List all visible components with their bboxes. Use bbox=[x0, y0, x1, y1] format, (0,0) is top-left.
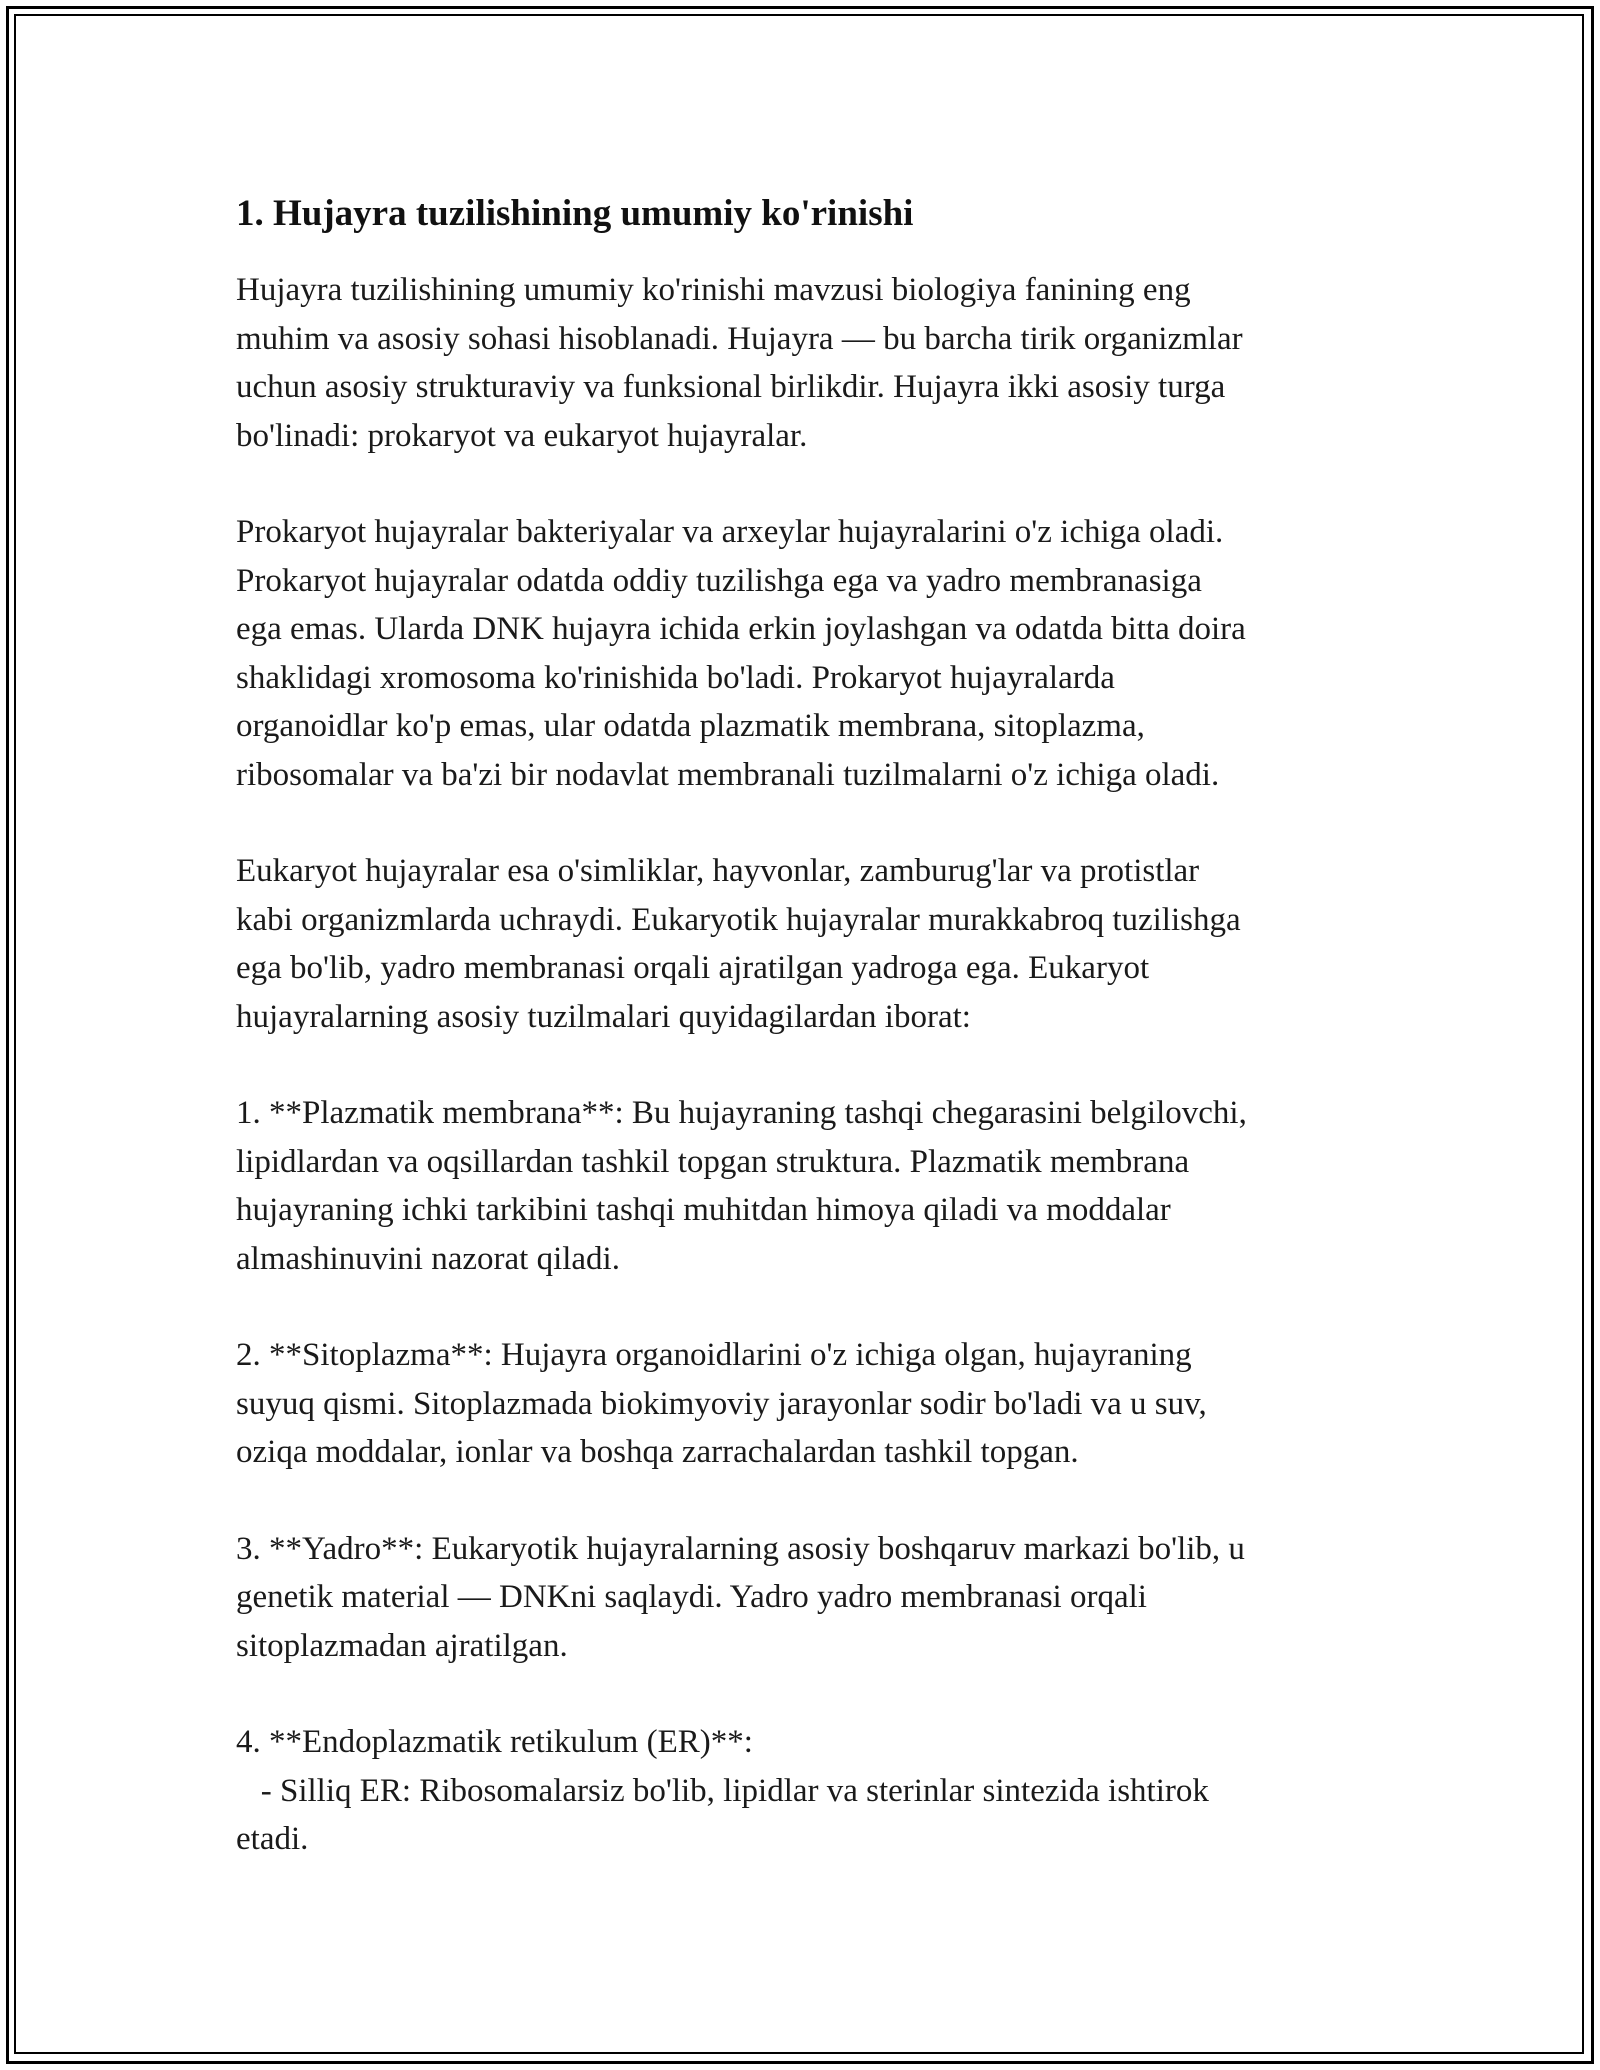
section-heading: 1. Hujayra tuzilishining umumiy ko'rinishi bbox=[236, 193, 914, 234]
list-item-plazmatik-membrana: 1. **Plazmatik membrana**: Bu hujayraning tashqi chegarasini belgilovchi, lipidlardan va oqsillardan tashkil topgan struktura. Plazmatik membrana hujayraning ichki tarkibini tashqi muhitdan himoya qiladi va moddalar almashinuvini nazorat qiladi. bbox=[236, 1095, 1247, 1277]
paragraph-prokaryot: Prokaryot hujayralar bakteriyalar va arxeylar hujayralarini o'z ichiga oladi. Prokaryot hujayralar odatda oddiy tuzilishga ega va yadro membranasiga ega emas. Ularda DNK hujayra ichida erkin joylashgan va odatda bitta doira shaklidagi xromosoma ko'rinishida bo'ladi. Prokaryot hujayralarda organoidlar ko'p emas, ular odatda plazmatik membrana, sitoplazma, ribosomalar va ba'zi bir nodavlat membranali tuzilmalarni o'z ichiga oladi. bbox=[236, 514, 1246, 793]
list-item-sitoplazma: 2. **Sitoplazma**: Hujayra organoidlarini o'z ichiga olgan, hujayraning suyuq qismi. Sitoplazmada biokimyoviy jarayonlar sodir bo'ladi va u suv, oziqa moddalar, ionlar va boshqa zarrachalardan tashkil topgan. bbox=[236, 1337, 1207, 1470]
list-item-yadro: 3. **Yadro**: Eukaryotik hujayralarning asosiy boshqaruv markazi bo'lib, u genetik material — DNKni saqlaydi. Yadro yadro membranasi orqali sitoplazmadan ajratilgan. bbox=[236, 1530, 1245, 1664]
document-body bbox=[236, 188, 1366, 1864]
paragraph-intro: Hujayra tuzilishining umumiy ko'rinishi mavzusi biologiya fanining eng muhim va asosiy sohasi hisoblanadi. Hujayra — bu barcha tirik organizmlar uchun asosiy strukturaviy va funksional birlikdir. Hujayra ikki asosiy turga bo'linadi: prokaryot va eukaryot hujayralar. bbox=[236, 272, 1243, 454]
list-item-endoplazmatik-retikulum: 4. **Endoplazmatik retikulum (ER)**: - Silliq ER: Ribosomalarsiz bo'lib, lipidlar va sterinlar sintezida ishtirok etadi. bbox=[236, 1724, 1209, 1857]
paragraph-eukaryot: Eukaryot hujayralar esa o'simliklar, hayvonlar, zamburug'lar va protistlar kabi organizmlarda uchraydi. Eukaryotik hujayralar murakkabroq tuzilishga ega bo'lib, yadro membranasi orqali ajratilgan yadroga ega. Eukaryot hujayralarning asosiy tuzilmalari quyidagilardan iborat: bbox=[236, 853, 1241, 1035]
